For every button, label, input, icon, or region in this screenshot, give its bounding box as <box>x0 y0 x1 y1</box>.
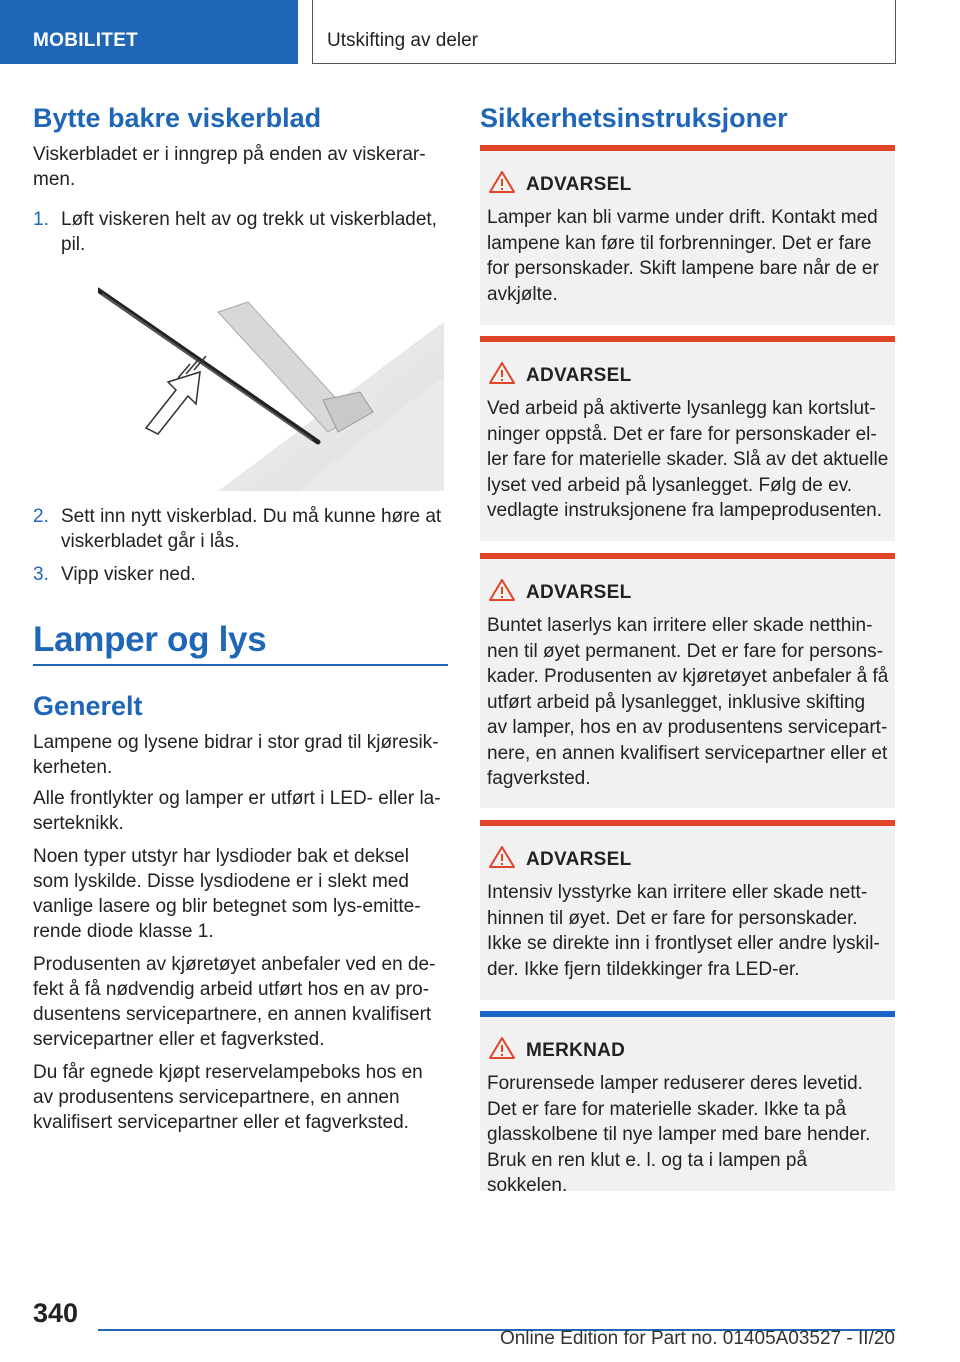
note-title: MERKNAD <box>526 1040 626 1061</box>
warning-triangle-icon <box>488 845 516 869</box>
paragraph: Produsenten av kjøretøyet anbefaler ved en defekt å få nødvendig arbeid utført hos en av produsentens servicepartnere, en annen kvalifisert servicepartner eller et fagverksted. <box>33 954 436 1050</box>
warning-text: Intensiv lysstyrke kan irritere eller skade netthinnen til øyet. Det er fare for personskader. Ikke se direkte inn i frontlyset eller andre lyskilder. Ikke fjern tildekkinger fra LED-er. <box>487 882 880 980</box>
step-text: Løft viskeren helt av og trekk ut viskerbladet, pil. <box>61 209 437 255</box>
warning-triangle-icon <box>488 361 516 385</box>
warning-box <box>480 820 895 1000</box>
warning-triangle-icon <box>488 170 516 194</box>
step-number: 3. <box>33 564 49 585</box>
safety-heading: Sikkerhetsinstruksjoner <box>480 103 788 133</box>
warning-text: Lamper kan bli varme under drift. Kontakt med lampene kan føre til forbrenninger. Det er fare for personskader. Skift lampene bare når de er avkjølte. <box>487 207 879 305</box>
warning-text: Buntet laserlys kan irritere eller skade netthinnen til øyet permanent. Det er fare for personskader. Produsenten av kjøretøyet anbefaler å få utført arbeid på lysanlegget, inklusive skifting av lamper, hos en av produsentens servicepartnere, en annen kvalifisert servicepartner eller et fagverksted. <box>487 615 889 789</box>
warning-triangle-icon <box>488 578 516 602</box>
wiper-blade-illustration <box>98 282 444 491</box>
step-item <box>33 207 448 257</box>
section-tab: MOBILITET <box>0 0 298 64</box>
wiper-intro: Viskerbladet er i inngrep på enden av viskerarmen. <box>33 144 426 190</box>
warning-title: ADVARSEL <box>526 582 632 603</box>
step-number: 1. <box>33 209 49 230</box>
warning-bar <box>480 145 895 151</box>
warning-bar <box>480 820 895 826</box>
warning-box <box>480 336 895 541</box>
warning-text: Ved arbeid på aktiverte lysanlegg kan kortslutninger oppstå. Det er fare for personskader eller fare for materielle skader. Slå av det aktuelle lyset ved arbeid på lysanlegget. Følg de ev. vedlagte instruksjonene fra lampeprodusenten. <box>487 398 889 521</box>
paragraph: Lampene og lysene bidrar i stor grad til kjøresikkerheten. <box>33 732 439 778</box>
step-item <box>33 562 448 587</box>
note-bar <box>480 1011 895 1017</box>
note-text: Forurensede lamper reduserer deres levetid. Det er fare for materielle skader. Ikke ta på glasskolbene til nye lamper med bare hender. Bruk en ren klut e. l. og ta i lampen på sokkelen. <box>487 1073 871 1196</box>
wiper-heading: Bytte bakre viskerblad <box>33 103 322 133</box>
paragraph: Alle frontlykter og lamper er utført i LED- eller laserteknikk. <box>33 788 441 834</box>
paragraph: Du får egnede kjøpt reservelampeboks hos en av produsentens servicepartnere, en annen kvalifisert servicepartner eller et fagverksted. <box>33 1062 423 1133</box>
edition-text: Online Edition for Part no. 01405A03527 - II/20 <box>499 1328 895 1349</box>
warning-triangle-icon <box>488 1036 516 1060</box>
general-heading: Generelt <box>33 691 143 721</box>
warning-bar <box>480 336 895 342</box>
page-number: 340 <box>33 1298 79 1328</box>
warning-box <box>480 553 895 808</box>
step-text: Sett inn nytt viskerblad. Du må kunne høre at viskerbladet går i lås. <box>61 506 442 552</box>
step-item <box>33 504 448 554</box>
warning-box <box>480 145 895 325</box>
warning-title: ADVARSEL <box>526 849 632 870</box>
chapter-title: Utskifting av deler <box>312 0 896 64</box>
step-number: 2. <box>33 506 49 527</box>
warning-title: ADVARSEL <box>526 174 632 195</box>
note-box <box>480 1011 895 1196</box>
lamps-heading: Lamper og lys <box>33 620 267 659</box>
warning-title: ADVARSEL <box>526 365 632 386</box>
heading-rule <box>33 664 448 666</box>
paragraph: Noen typer utstyr har lysdioder bak et deksel som lyskilde. Disse lysdiodene er i slekt med vanlige lasere og blir betegnet som lys-emitterende diode klasse 1. <box>33 846 421 942</box>
step-text: Vipp visker ned. <box>61 564 196 585</box>
warning-bar <box>480 553 895 559</box>
